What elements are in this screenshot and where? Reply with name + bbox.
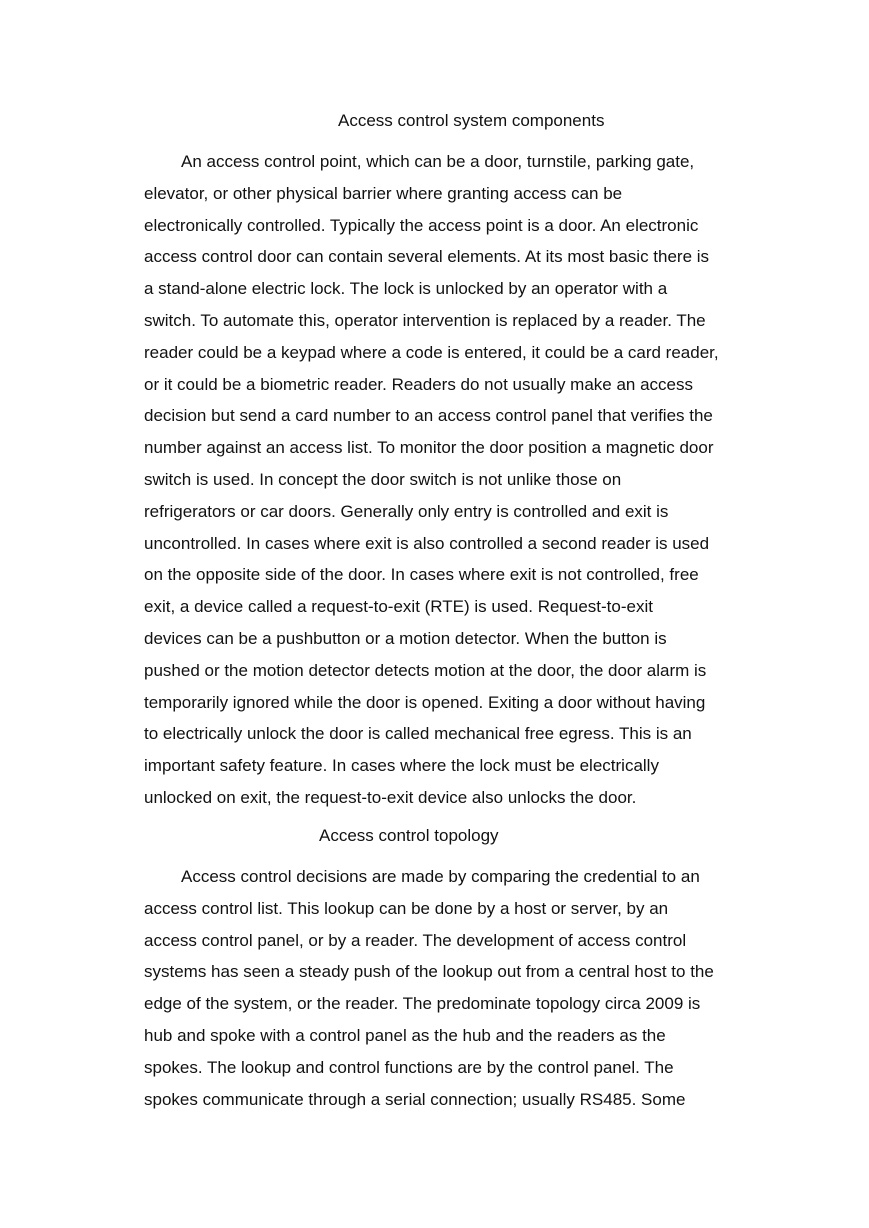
- text-line: elevator, or other physical barrier where granting access can be: [144, 183, 623, 203]
- text-line: number against an access list. To monitor the door position a magnetic door: [144, 438, 714, 458]
- text-line: access control panel, or by a reader. The development of access control: [144, 930, 687, 950]
- text-line: important safety feature. In cases where the lock must be electrically: [144, 756, 659, 776]
- paragraph-topology: [144, 861, 784, 1115]
- text-line: temporarily ignored while the door is opened. Exiting a door without having: [144, 692, 706, 712]
- text-line: switch is used. In concept the door switch is not unlike those on: [144, 469, 622, 489]
- text-line: uncontrolled. In cases where exit is also controlled a second reader is used: [144, 533, 710, 553]
- text-line: refrigerators or car doors. Generally only entry is controlled and exit is: [144, 501, 669, 521]
- text-line: access control list. This lookup can be done by a host or server, by an: [144, 898, 669, 918]
- section-heading-topology: Access control topology: [319, 826, 499, 845]
- section-heading-components: Access control system components: [338, 111, 605, 130]
- text-line: edge of the system, or the reader. The predominate topology circa 2009 is: [144, 994, 701, 1014]
- text-line: decision but send a card number to an access control panel that verifies the: [144, 406, 713, 426]
- text-line: An access control point, which can be a door, turnstile, parking gate,: [181, 152, 695, 171]
- text-line: devices can be a pushbutton or a motion detector. When the button is: [144, 628, 667, 648]
- text-line: systems has seen a steady push of the lookup out from a central host to the: [144, 962, 714, 982]
- text-line: access control door can contain several elements. At its most basic there is: [144, 247, 710, 267]
- text-line: spokes. The lookup and control functions are by the control panel. The: [144, 1057, 674, 1077]
- text-line: switch. To automate this, operator intervention is replaced by a reader. The: [144, 310, 706, 330]
- text-line: on the opposite side of the door. In cases where exit is not controlled, free: [144, 565, 699, 585]
- text-line: to electrically unlock the door is called mechanical free egress. This is an: [144, 724, 692, 744]
- text-line: unlocked on exit, the request-to-exit device also unlocks the door.: [144, 787, 637, 807]
- text-line: a stand-alone electric lock. The lock is unlocked by an operator with a: [144, 279, 668, 299]
- text-line: electronically controlled. Typically the access point is a door. An electronic: [144, 215, 699, 235]
- text-line: reader could be a keypad where a code is entered, it could be a card reader,: [144, 342, 719, 362]
- text-line: Access control decisions are made by comparing the credential to an: [181, 867, 700, 886]
- text-line: exit, a device called a request-to-exit (RTE) is used. Request-to-exit: [144, 597, 653, 617]
- text-line: hub and spoke with a control panel as the hub and the readers as the: [144, 1025, 666, 1045]
- text-line: pushed or the motion detector detects motion at the door, the door alarm is: [144, 660, 707, 680]
- paragraph-components: [144, 146, 784, 814]
- text-line: or it could be a biometric reader. Readers do not usually make an access: [144, 374, 694, 394]
- text-line: spokes communicate through a serial connection; usually RS485. Some: [144, 1089, 686, 1109]
